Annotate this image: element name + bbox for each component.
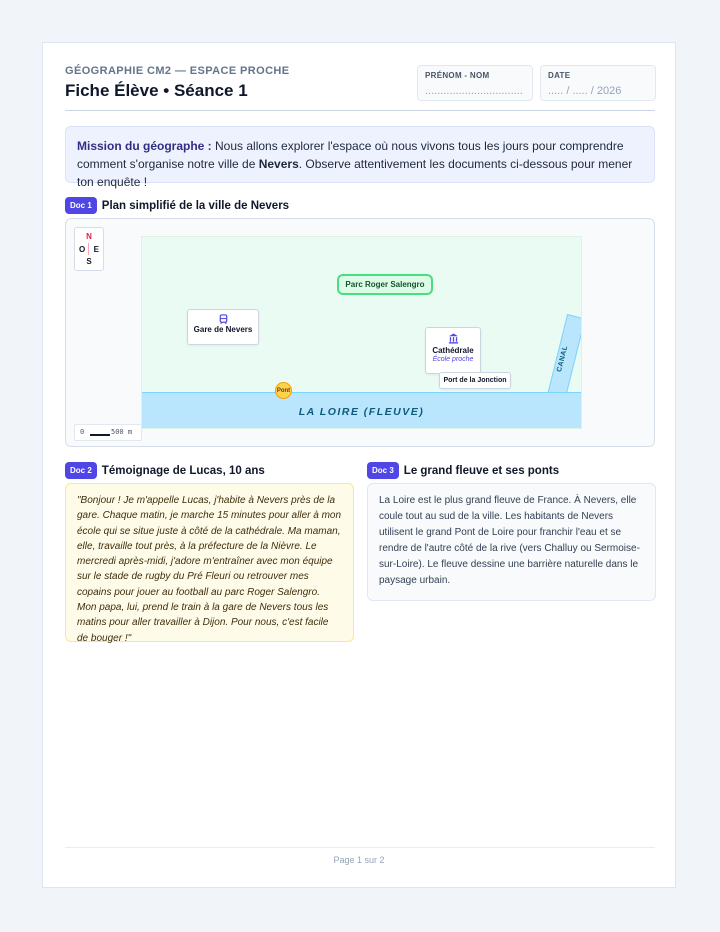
date-field[interactable] — [540, 65, 656, 101]
scale-start: 0 — [80, 428, 85, 436]
mission-text-2: . Observe attentivement les documents ci-dessous pour mener ton enquête ! — [77, 157, 633, 189]
date-field-value[interactable]: ..... / ..... / 2026 — [548, 85, 622, 97]
cathedral-note: École proche — [432, 356, 474, 363]
river-label: LA LOIRE (FLEUVE) — [298, 406, 425, 418]
compass-needle — [88, 243, 89, 255]
doc2-title: Témoignage de Lucas, 10 ans — [101, 464, 265, 477]
cathedral-card — [425, 327, 481, 374]
doc1-badge: Doc 1 — [65, 197, 97, 214]
compass-north: N — [86, 232, 92, 241]
date-field-label: DATE — [548, 71, 571, 80]
bridge-marker: Pont — [275, 382, 292, 399]
cathedral-label: Cathédrale — [432, 346, 474, 355]
name-field[interactable] — [417, 65, 533, 101]
footer-divider — [65, 847, 655, 848]
map-scale — [74, 424, 142, 441]
canal-label: CANAL — [556, 344, 570, 373]
doc1-heading — [65, 197, 289, 214]
scale-bar — [90, 434, 110, 436]
junction-label: Port de la Jonction — [439, 372, 511, 389]
worksheet-header — [65, 64, 655, 112]
mission-box — [65, 126, 655, 189]
monument-icon — [448, 333, 459, 344]
scale-end: 500 m — [111, 428, 133, 436]
mission-lead: Mission du géographe : — [77, 139, 212, 153]
river-text: La Loire est le plus grand fleuve de France. À Nevers, elle coule tout au sud de la ville. Les habitants de Nevers utilisent le grand Pont de Loire pour franchir l'eau et se rendre de l'autre côté de la rive (vers Challuy ou Sermoise-sur-Loire). Le fleuve dessine une barrière naturelle dans le paysage urbain. — [367, 483, 656, 601]
compass-rose — [74, 227, 104, 271]
doc2-heading — [65, 462, 265, 479]
compass-west: O — [79, 245, 86, 254]
compass-east: E — [93, 245, 99, 254]
compass-south: S — [86, 257, 92, 266]
doc3-title: Le grand fleuve et ses ponts — [403, 464, 560, 477]
river-loire — [142, 392, 581, 428]
station-card — [187, 309, 259, 345]
mission-text-1: Nous allons explorer l'espace où nous vivons tous les jours pour comprendre comment s'organise notre ville de — [77, 139, 624, 171]
name-field-label: PRÉNOM - NOM — [425, 71, 490, 80]
city-map — [65, 218, 655, 447]
page-number: Page 1 sur 2 — [333, 855, 385, 865]
doc2-badge: Doc 2 — [65, 462, 97, 479]
subject-label: GÉOGRAPHIE CM2 — ESPACE PROCHE — [65, 65, 290, 77]
lucas-testimony: "Bonjour ! Je m'appelle Lucas, j'habite à Nevers près de la gare. Chaque matin, je marche 15 minutes pour aller à mon école qui se situe juste à côté de la cathédrale. Ma maman, elle, travaille tout près, à la préfecture de la Nièvre. Le mercredi après-midi, j'adore m'entraîner avec mon équipe sur le stade de rugby du Pré Fleuri ou retrouver mes copains pour jouer au football au parc Roger Salengro. Mon papa, lui, prend le train à la gare de Nevers tous les matins pour aller travailler à Dijon. Pour nous, c'est facile de bouger !" — [65, 483, 354, 642]
mission-city: Nevers — [258, 157, 299, 171]
worksheet-page — [42, 42, 676, 888]
map-land-area — [141, 236, 582, 429]
park-label: Parc Roger Salengro — [337, 274, 433, 295]
header-divider — [65, 110, 655, 111]
train-icon — [218, 314, 229, 325]
doc1-title: Plan simplifié de la ville de Nevers — [101, 199, 290, 212]
doc3-badge: Doc 3 — [367, 462, 399, 479]
page-title: Fiche Élève • Séance 1 — [65, 81, 248, 100]
station-label: Gare de Nevers — [193, 325, 253, 334]
doc3-heading — [367, 462, 559, 479]
name-field-value[interactable]: ................................ — [425, 85, 523, 97]
